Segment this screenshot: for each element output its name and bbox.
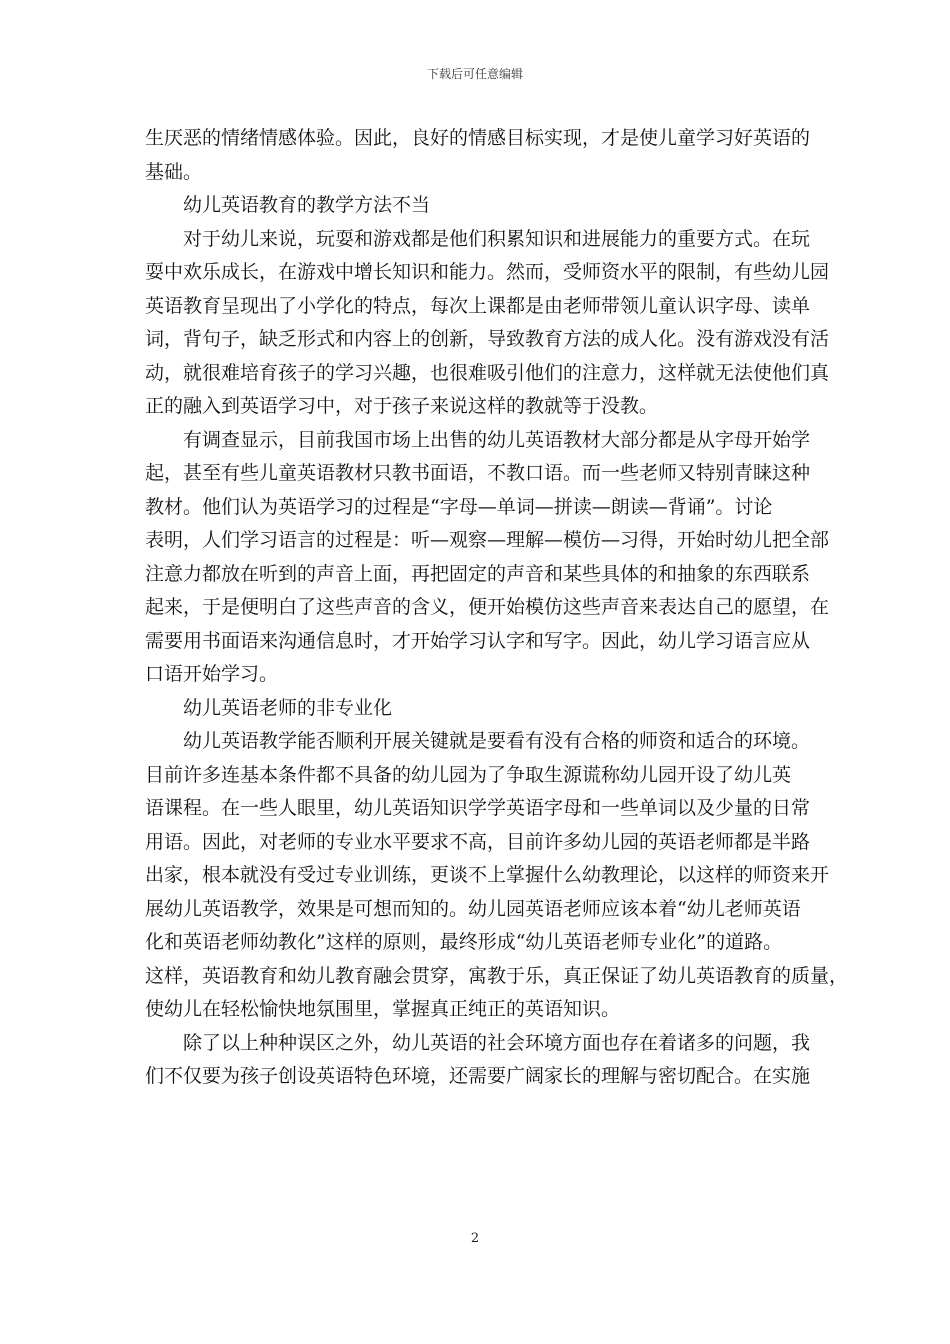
text-line: 使幼儿在轻松愉快地氛围里，掌握真正纯正的英语知识。 [145,998,621,1020]
text-line: 用语。因此，对老师的专业水平要求不高，目前许多幼儿园的英语老师都是半路 [145,830,811,853]
text-line: 起，甚至有些儿童英语教材只教书面语，不教口语。而一些老师又特别青睐这种 [145,462,811,484]
text-line: 需要用书面语来沟通信息时，才开始学习认字和写字。因此，幼儿学习语言应从 [145,629,811,652]
document-body [145,122,849,1094]
text-line: 口语开始学习。 [145,663,279,685]
text-line: 语课程。在一些人眼里，幼儿英语知识学学英语字母和一些单词以及少量的日常 [145,797,811,819]
text-line: 生厌恶的情绪情感体验。因此，良好的情感目标实现，才是使儿童学习好英语的 [145,127,811,149]
text-line: 展幼儿英语教学，效果是可想而知的。幼儿园英语老师应该本着“幼儿老师英语 [145,897,801,920]
text-line: 表明，人们学习语言的过程是：听—观察—理解—模仿—习得，开始时幼儿把全部 [145,529,830,551]
text-line: 化和英语老师幼教化”这样的原则，最终形成“幼儿英语老师专业化”的道路。 [145,931,783,953]
text-line: 注意力都放在听到的声音上面，再把固定的声音和某些具体的和抽象的东西联系 [145,562,811,585]
text-line: 英语教育呈现出了小学化的特点，每次上课都是由老师带领儿童认识字母、读单 [145,294,811,317]
text-line: 出家，根本就没有受过专业训练，更谈不上掌握什么幼教理论，以这样的师资来开 [145,864,830,886]
text-line: 有调查显示，目前我国市场上出售的幼儿英语教材大部分都是从字母开始学 [183,428,811,451]
text-line: 目前许多连基本条件都不具备的幼儿园为了争取生源谎称幼儿园开设了幼儿英 [145,763,792,786]
page-header-note: 下载后可任意编辑 [426,67,523,81]
text-line: 正的融入到英语学习中，对于孩子来说这样的教就等于没教。 [145,395,659,417]
text-line: 耍中欢乐成长，在游戏中增长知识和能力。然而，受师资水平的限制，有些幼儿园 [145,261,830,283]
text-line: 幼儿英语教学能否顺利开展关键就是要看有没有合格的师资和适合的环境。 [183,730,811,752]
page-number: 2 [470,1231,480,1246]
text-line: 这样，英语教育和幼儿教育融会贯穿，寓教于乐，真正保证了幼儿英语教育的质量， [145,964,849,987]
section-heading: 幼儿英语教育的教学方法不当 [183,194,431,216]
text-line: 动，就很难培育孩子的学习兴趣，也很难吸引他们的注意力，这样就无法使他们真 [145,361,830,384]
section-heading: 幼儿英语老师的非专业化 [183,696,393,719]
text-line: 对于幼儿来说，玩耍和游戏都是他们积累知识和进展能力的重要方式。在玩 [183,227,811,250]
text-line: 词，背句子，缺乏形式和内容上的创新，导致教育方法的成人化。没有游戏没有活 [145,328,830,350]
text-line: 基础。 [145,160,203,183]
text-line: 们不仅要为孩子创设英语特色环境，还需要广阔家长的理解与密切配合。在实施 [145,1065,811,1087]
text-line: 除了以上种种误区之外，幼儿英语的社会环境方面也存在着诸多的问题，我 [183,1031,811,1054]
text-line: 起来，于是便明白了这些声音的含义，便开始模仿这些声音来表达自己的愿望，在 [145,596,830,618]
text-line: 教材。他们认为英语学习的过程是“字母—单词—拼读—朗读—背诵”。讨论 [145,495,773,518]
